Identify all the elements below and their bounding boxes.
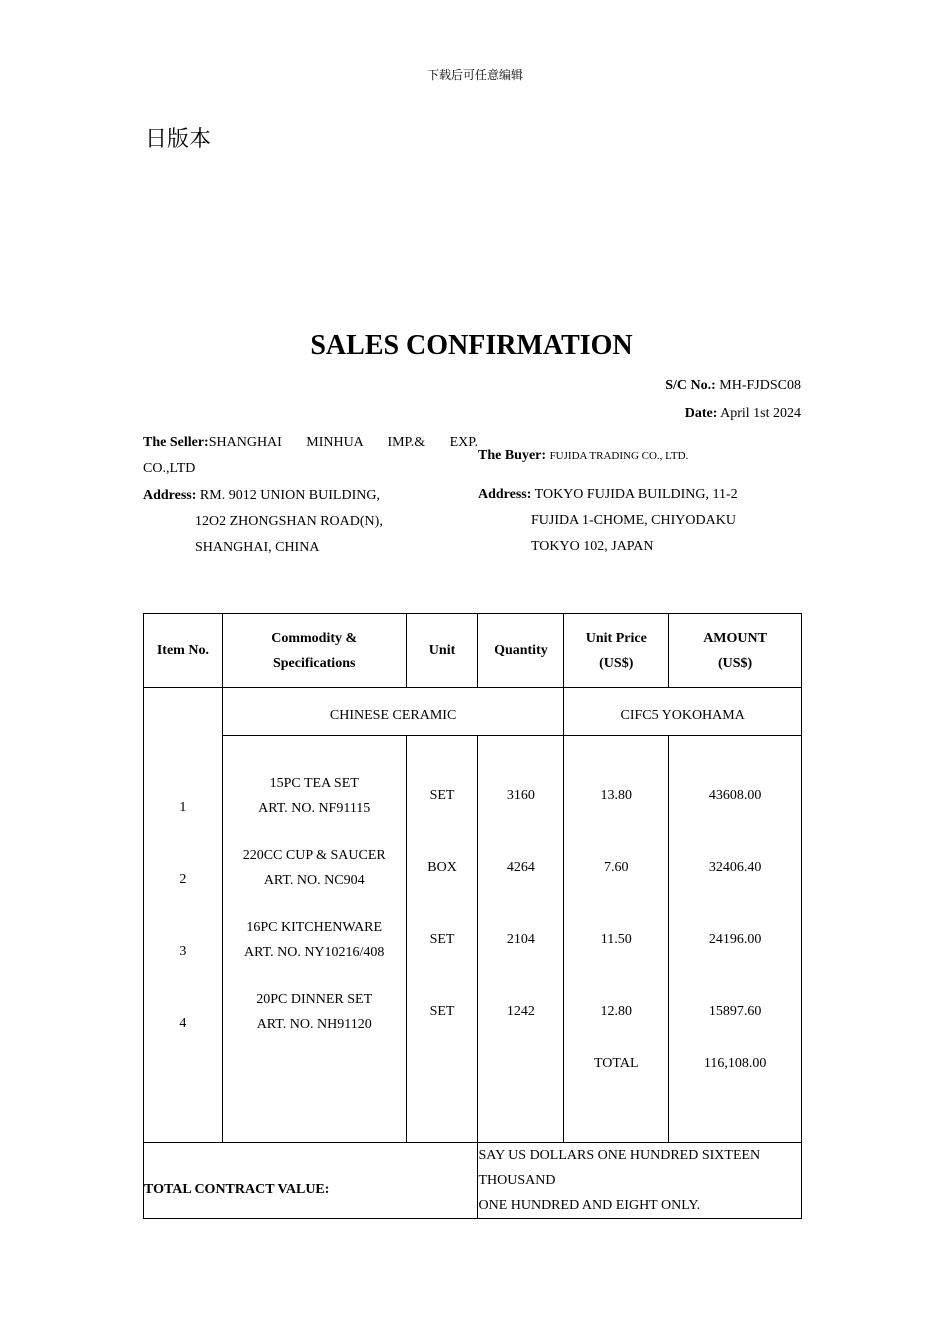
buyer-address-label: Address: (478, 487, 532, 502)
header-item-no: Item No. (144, 614, 223, 688)
buyer-address-first (478, 482, 808, 508)
total-label: TOTAL (564, 1048, 669, 1143)
table-row (144, 832, 802, 904)
version-label: 日版本 (145, 127, 212, 152)
header-commodity-l2: Specifications (272, 655, 356, 671)
buyer-address-line: TOKYO 102, JAPAN (531, 539, 654, 554)
item-no-cell: 1 (179, 799, 187, 815)
item-no-cell: 2 (179, 871, 187, 887)
header-amount-l2: (US$) (717, 655, 753, 671)
contract-value-line1: SAY US DOLLARS ONE HUNDRED SIXTEEN THOUSAND (478, 1148, 761, 1188)
sales-table (143, 613, 802, 1219)
price-term: CIFC5 YOKOHAMA (564, 688, 802, 736)
date-label: Date: (684, 406, 718, 421)
contract-value-label: TOTAL CONTRACT VALUE: (144, 1143, 478, 1219)
total-row (144, 1048, 802, 1143)
buyer-address-line: TOKYO FUJIDA BUILDING, 11-2 (534, 487, 738, 502)
group-row (144, 688, 802, 736)
total-value: 116,108.00 (669, 1048, 802, 1143)
commodity-art-no: ART. NO. NH91120 (256, 1016, 372, 1032)
contract-value-text (478, 1143, 802, 1219)
seller-address-line: 12O2 ZHONGSHAN ROAD(N), (195, 514, 383, 529)
buyer-address-line: FUJIDA 1-CHOME, CHIYODAKU (531, 513, 736, 528)
sc-number (665, 378, 801, 394)
quantity-cell: 4264 (478, 832, 564, 904)
empty-cell (478, 1048, 564, 1143)
header-unit-price-l1: Unit Price (585, 630, 647, 646)
header-unit: Unit (406, 614, 478, 688)
unit-price-cell: 7.60 (564, 832, 669, 904)
seller-name: SHANGHAI MINHUA IMP.& EXP. (208, 435, 478, 450)
contract-value-row (144, 1143, 802, 1219)
commodity-cell (222, 736, 406, 832)
header-amount-l1: AMOUNT (703, 630, 767, 646)
amount-cell: 15897.60 (669, 976, 802, 1048)
seller-address-label: Address: (143, 488, 197, 503)
buyer-label: The Buyer: (478, 448, 547, 463)
unit-price-cell: 12.80 (564, 976, 669, 1048)
table-header-row (144, 614, 802, 688)
empty-cell (406, 1048, 478, 1143)
unit-price-cell: 11.50 (564, 904, 669, 976)
empty-cell (222, 1048, 406, 1143)
header-quantity: Quantity (478, 614, 564, 688)
seller-label: The Seller: (143, 435, 209, 450)
commodity-desc: 16PC KITCHENWARE (246, 919, 383, 935)
unit-price-cell: 13.80 (564, 736, 669, 832)
buyer-address (478, 482, 808, 560)
header-unit-price-l2: (US$) (599, 655, 634, 671)
date-value: April 1st 2024 (720, 406, 801, 421)
unit-cell: BOX (406, 832, 478, 904)
commodity-art-no: ART. NO. NY10216/408 (243, 944, 385, 960)
seller-name-line2: CO.,LTD (143, 461, 196, 476)
seller-name-line1 (143, 430, 478, 456)
commodity-desc: 15PC TEA SET (269, 775, 359, 791)
quantity-cell: 1242 (478, 976, 564, 1048)
seller-block (143, 430, 478, 561)
seller-address-line: RM. 9012 UNION BUILDING, (199, 488, 380, 503)
amount-cell: 43608.00 (669, 736, 802, 832)
amount-cell: 24196.00 (669, 904, 802, 976)
header-commodity-l1: Commodity & (271, 630, 358, 646)
commodity-cell (222, 832, 406, 904)
header-note: 下载后可任意编辑 (426, 68, 523, 82)
sc-number-value: MH-FJDSC08 (719, 378, 801, 393)
commodity-cell (222, 904, 406, 976)
date (685, 406, 801, 422)
seller-address-line: SHANGHAI, CHINA (195, 540, 320, 555)
unit-cell: SET (406, 736, 478, 832)
item-no-column (144, 688, 223, 1143)
group-label: CHINESE CERAMIC (222, 688, 564, 736)
table-row (144, 904, 802, 976)
amount-cell: 32406.40 (669, 832, 802, 904)
commodity-art-no: ART. NO. NF91115 (258, 800, 371, 816)
item-no-cell: 4 (179, 1015, 187, 1031)
commodity-desc: 20PC DINNER SET (256, 991, 373, 1007)
buyer-name-line (478, 443, 808, 469)
contract-value-line2: ONE HUNDRED AND EIGHT ONLY. (478, 1198, 701, 1213)
document-title: SALES CONFIRMATION (310, 330, 633, 361)
sc-number-label: S/C No.: (665, 378, 716, 393)
table-row (144, 976, 802, 1048)
item-no-cell: 3 (179, 943, 187, 959)
commodity-cell (222, 976, 406, 1048)
quantity-cell: 3160 (478, 736, 564, 832)
header-amount (669, 614, 802, 688)
table-row (144, 736, 802, 832)
header-commodity (222, 614, 406, 688)
buyer-block (478, 443, 808, 469)
header-unit-price (564, 614, 669, 688)
seller-address (143, 483, 478, 509)
quantity-cell: 2104 (478, 904, 564, 976)
buyer-name: FUJIDA TRADING CO., LTD. (549, 450, 689, 462)
unit-cell: SET (406, 976, 478, 1048)
unit-cell: SET (406, 904, 478, 976)
commodity-desc: 220CC CUP & SAUCER (242, 847, 386, 863)
commodity-art-no: ART. NO. NC904 (263, 872, 365, 888)
